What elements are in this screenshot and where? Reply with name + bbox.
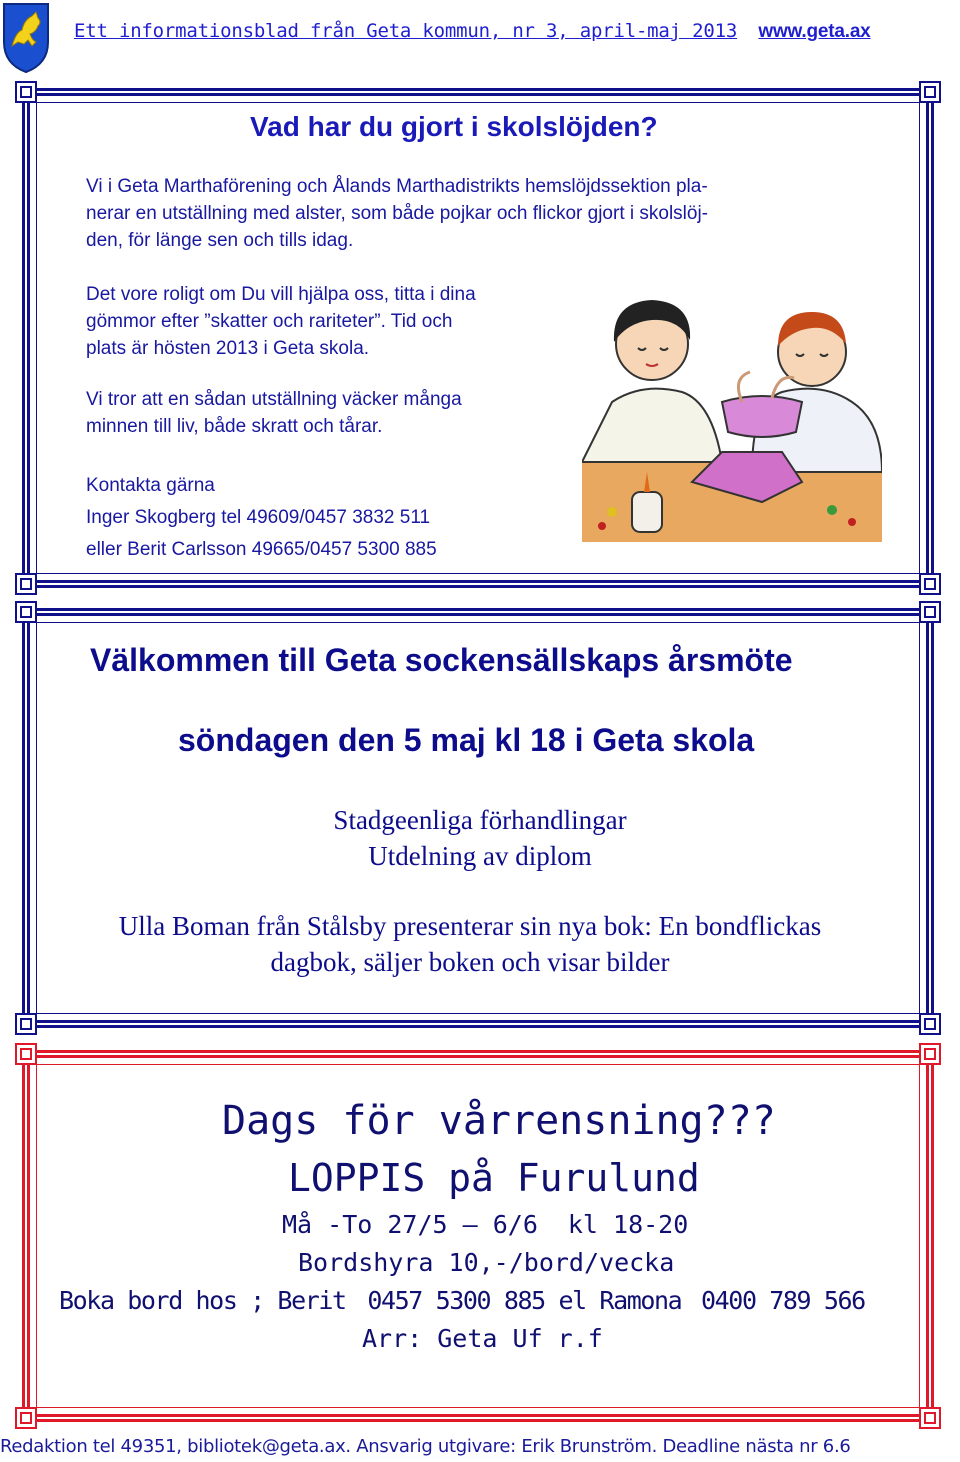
slojd-paragraph-1: Vi i Geta Marthaförening och Ålands Marthadistrikts hemslöjdssektion pla- nerar en utställning med alster, som både pojkar och flickor gjort i skolslöj- den, för länge sen och tills idag. — [86, 176, 709, 251]
slojd-paragraph-3: Vi tror att en sådan utställning väcker många minnen till liv, både skratt och tårar. — [86, 389, 462, 437]
loppis-booking: Boka bord hos ; Berit 0457 5300 885 el Ramona 0400 789 566 — [59, 1286, 865, 1315]
slojd-title: Vad har du gjort i skolslöjden? — [250, 111, 658, 142]
publication-line: Ett informationsblad från Geta kommun, nr 3, april-maj 2013 — [74, 20, 738, 42]
loppis-organizer: Arr: Geta Uf r.f — [362, 1324, 603, 1353]
footer-credits: Redaktion tel 49351, bibliotek@geta.ax. Ansvarig utgivare: Erik Brunström. Deadline nästa nr 6.6 — [0, 1436, 851, 1457]
slojd-paragraph-2: Det vore roligt om Du vill hjälpa oss, titta i dina gömmor efter ”skatter och rariteter”. Tid och plats är hösten 2013 i Geta skola. — [86, 284, 476, 359]
slojd-contact: Kontakta gärna Inger Skogberg tel 49609/0457 3832 511 eller Berit Carlsson 49665/0457 5300 885 — [86, 475, 437, 560]
arsmote-when: söndagen den 5 maj kl 18 i Geta skola — [178, 722, 755, 758]
masthead — [74, 20, 871, 43]
loppis-question: Dags för vårrensning??? — [222, 1098, 776, 1144]
children-crafting-illustration — [582, 282, 882, 542]
loppis-price: Bordshyra 10,-/bord/vecka — [298, 1248, 675, 1277]
geta-coat-of-arms — [2, 2, 50, 74]
website-link[interactable]: www.geta.ax — [758, 21, 871, 42]
arsmote-headline: Välkommen till Geta sockensällskaps årsmöte — [90, 642, 793, 678]
loppis-title: LOPPIS på Furulund — [288, 1156, 700, 1200]
arsmote-presentation: Ulla Boman från Stålsby presenterar sin nya bok: En bondflickas dagbok, säljer boken och visar bilder — [118, 911, 822, 977]
loppis-dates: Må -To 27/5 – 6/6 kl 18-20 — [282, 1210, 689, 1239]
arsmote-agenda: Stadgeenliga förhandlingar Utdelning av diplom — [333, 805, 627, 871]
